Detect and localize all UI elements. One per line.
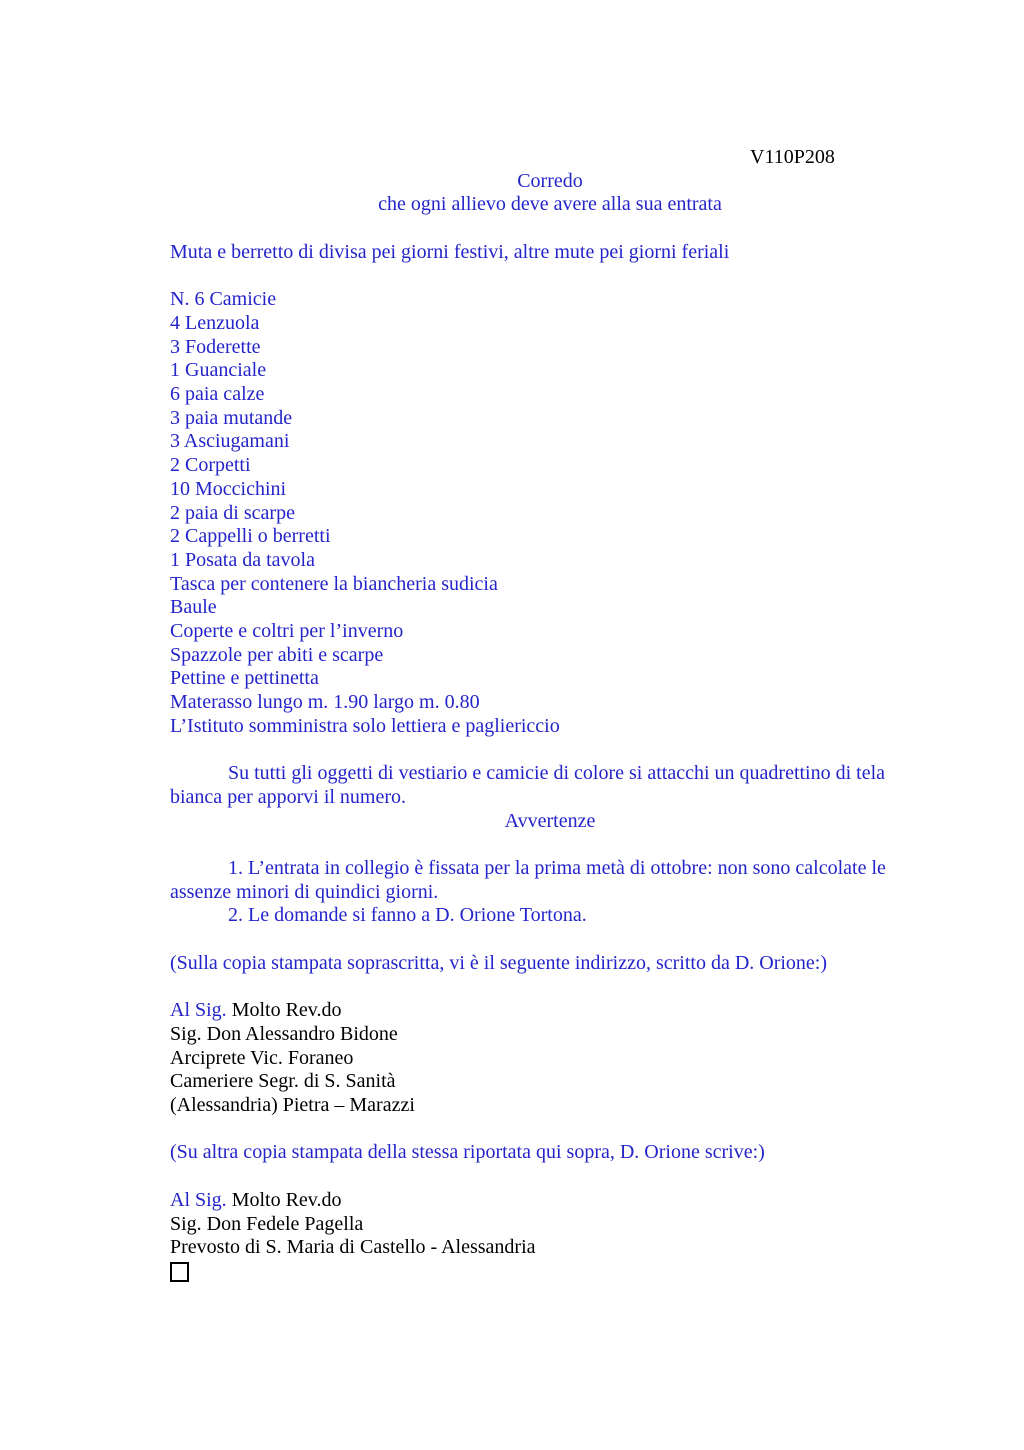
end-square-line [170, 1260, 930, 1287]
text-run: Su tutti gli oggetti di vestiario e camicie di colore si attacchi un quadrettino di tela bianca per apporvi il numero. [170, 762, 891, 808]
list-item [170, 596, 930, 620]
list-item [170, 644, 930, 668]
address-1-line-3 [170, 1047, 930, 1071]
annotation-first-copy [170, 952, 930, 976]
list-item [170, 359, 930, 383]
notice-1 [170, 857, 930, 904]
blank-line [170, 928, 930, 952]
text-run: Materasso lungo m. 1.90 largo m. 0.80 [170, 691, 480, 714]
blank-line [170, 265, 930, 289]
doc-subtitle [170, 193, 930, 217]
list-item [170, 430, 930, 454]
list-item [170, 336, 930, 360]
text-run: Corredo [517, 169, 583, 192]
list-item [170, 478, 930, 502]
address-1-line-1 [170, 999, 930, 1023]
doc-title [170, 170, 930, 194]
text-run: Al Sig. [170, 999, 227, 1022]
text-run: 6 paia calze [170, 383, 265, 405]
address-2-line-2 [170, 1213, 930, 1237]
annotation-second-copy [170, 1141, 930, 1165]
list-item [170, 715, 930, 739]
text-run: Tasca per contenere la biancheria sudicia [170, 572, 498, 595]
text-run: Cameriere Segr. di S. Sanità [170, 1070, 396, 1093]
address-2-line-3 [170, 1236, 930, 1260]
text-run: 2 paia di scarpe [170, 501, 295, 524]
text-run: 1 Guanciale [170, 359, 267, 382]
text-run: (Su altra copia stampata della stessa riportata qui sopra, D. Orione scrive:) [170, 1141, 765, 1164]
document-lines [170, 146, 930, 1287]
list-item [170, 383, 930, 407]
text-run: Al Sig. [170, 1188, 227, 1211]
text-run: 4 Lenzuola [170, 311, 260, 334]
text-run: Pettine e pettinetta [170, 667, 319, 690]
address-1-line-4 [170, 1070, 930, 1094]
list-item [170, 525, 930, 549]
text-run: (Alessandria) Pietra – Marazzi [170, 1094, 415, 1117]
text-run: Avvertenze [504, 809, 596, 832]
list-item [170, 691, 930, 715]
list-item [170, 407, 930, 431]
text-run: Sig. Don Fedele Pagella [170, 1212, 364, 1235]
list-item [170, 288, 930, 312]
list-item [170, 454, 930, 478]
text-run: 2 Cappelli o berretti [170, 525, 331, 548]
list-item [170, 502, 930, 526]
blank-line [170, 1118, 930, 1142]
text-run: 1. L’entrata in collegio è fissata per la prima metà di ottobre: non sono calcolate le assenze minori di quindici giorni. [170, 857, 891, 903]
text-run: 2 Corpetti [170, 454, 251, 477]
list-item [170, 620, 930, 644]
blank-line [170, 976, 930, 1000]
text-run: Baule [170, 596, 217, 619]
intro-line [170, 241, 930, 265]
list-item [170, 667, 930, 691]
text-run: N. 6 Camicie [170, 288, 277, 311]
blank-line [170, 833, 930, 857]
text-run: 10 Moccichini [170, 477, 287, 500]
text-run: Sig. Don Alessandro Bidone [170, 1022, 398, 1045]
address-2-line-1 [170, 1189, 930, 1213]
address-1-line-2 [170, 1023, 930, 1047]
list-item [170, 312, 930, 336]
text-run: Arciprete Vic. Foraneo [170, 1046, 354, 1069]
blank-line [170, 739, 930, 763]
section-heading-avvertenze [170, 810, 930, 834]
empty-square-icon [170, 1262, 189, 1282]
text-run: 3 Foderette [170, 335, 261, 358]
text-run: Coperte e coltri per l’inverno [170, 620, 404, 643]
text-run: Prevosto di S. Maria di Castello - Alessandria [170, 1236, 536, 1259]
text-run: (Sulla copia stampata soprascritta, vi è il seguente indirizzo, scritto da D. Orione:) [170, 951, 828, 974]
text-run: 1 Posata da tavola [170, 548, 315, 571]
text-run: V110P208 [750, 146, 835, 168]
address-1-line-5 [170, 1094, 930, 1118]
text-run: 3 paia mutande [170, 406, 293, 429]
blank-line [170, 217, 930, 241]
text-run: che ogni allievo deve avere alla sua entrata [378, 193, 722, 216]
blank-line [170, 1165, 930, 1189]
list-item [170, 573, 930, 597]
text-run: Muta e berretto di divisa pei giorni festivi, altre mute pei giorni feriali [170, 240, 730, 263]
note-paragraph [170, 762, 930, 809]
list-item [170, 549, 930, 573]
notice-2 [170, 904, 930, 928]
text-run: 3 Asciugamani [170, 430, 290, 453]
doc-reference [170, 146, 930, 170]
text-run: Spazzole per abiti e scarpe [170, 643, 384, 666]
text-run: 2. Le domande si fanno a D. Orione Tortona. [228, 904, 587, 927]
text-run: L’Istituto somministra solo lettiera e pagliericcio [170, 714, 560, 737]
text-run: Molto Rev.do [226, 999, 342, 1022]
text-run: Molto Rev.do [226, 1188, 342, 1211]
